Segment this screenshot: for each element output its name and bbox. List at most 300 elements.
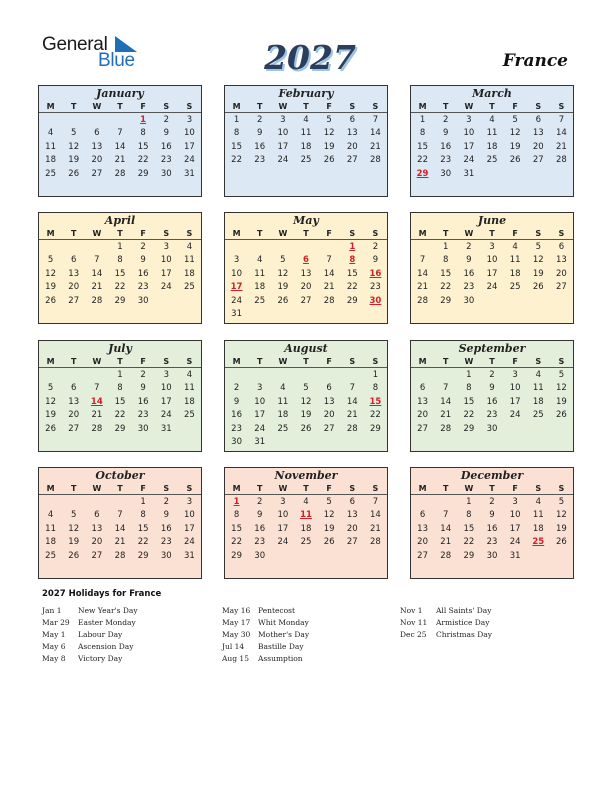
day-cell: 13	[91, 141, 103, 152]
day-cell: 4	[535, 369, 541, 380]
day-cell: 26	[323, 537, 335, 548]
empty-day-cell	[39, 495, 62, 509]
empty-day-cell	[248, 308, 271, 322]
day-cell: 1	[233, 114, 240, 125]
day-cell: 13	[68, 268, 80, 279]
empty-day-cell	[527, 167, 550, 181]
weekday-header: W	[85, 101, 108, 113]
empty-day-cell	[271, 240, 294, 254]
day-cell: 27	[68, 423, 80, 434]
empty-day-cell	[271, 549, 294, 563]
weekday-header: S	[341, 483, 364, 495]
month-title: May	[293, 214, 319, 227]
day-cell: 2	[140, 241, 146, 252]
day-cell: 7	[349, 383, 355, 394]
day-cell: 23	[137, 410, 149, 421]
weekday-header: M	[411, 356, 434, 368]
day-cell: 22	[417, 155, 428, 166]
weekday-header: T	[248, 483, 271, 495]
empty-day-cell	[411, 240, 434, 254]
empty-day-cell	[341, 436, 364, 450]
weekday-header: M	[411, 483, 434, 495]
day-cell: 20	[323, 410, 335, 421]
empty-day-cell	[318, 549, 341, 563]
day-cell: 30	[440, 168, 452, 179]
day-cell: 7	[419, 255, 426, 266]
day-cell: 4	[303, 114, 309, 125]
month-title: March	[472, 87, 512, 100]
day-cell: 20	[417, 537, 428, 548]
day-cell: 10	[463, 128, 475, 139]
holiday-row	[42, 653, 212, 665]
weekday-header: T	[62, 228, 85, 240]
month-april	[38, 212, 202, 324]
day-cell: 5	[280, 255, 286, 266]
empty-day-cell	[85, 495, 108, 509]
day-cell: 3	[257, 383, 263, 394]
day-cell: 30	[463, 295, 475, 306]
day-cell: 1	[117, 241, 123, 252]
day-cell: 12	[532, 255, 544, 266]
weekday-header: F	[132, 101, 155, 113]
day-cell: 26	[300, 423, 312, 434]
day-cell: 4	[303, 496, 309, 507]
day-cell: 18	[509, 268, 521, 279]
month-september	[410, 340, 574, 452]
day-cell: 7	[117, 128, 123, 139]
holiday-date: Jul 14	[222, 642, 245, 651]
day-cell: 19	[556, 396, 567, 407]
empty-day-cell	[39, 368, 62, 382]
day-cell: 16	[231, 410, 242, 421]
day-cell: 3	[466, 114, 472, 125]
day-cell: 25	[277, 423, 289, 434]
day-cell: 18	[486, 141, 498, 152]
month-title: September	[458, 342, 526, 355]
day-cell: 11	[45, 523, 56, 534]
empty-day-cell	[271, 368, 294, 382]
day-cell: 11	[277, 396, 289, 407]
empty-day-cell	[271, 436, 294, 450]
weekday-header: S	[178, 483, 201, 495]
weekday-header: S	[527, 483, 550, 495]
empty-day-cell	[341, 308, 364, 322]
empty-day-cell	[550, 422, 573, 436]
day-cell: 8	[140, 128, 146, 139]
day-cell: 23	[160, 155, 172, 166]
empty-day-cell	[318, 436, 341, 450]
weekday-header: T	[108, 356, 131, 368]
day-cell: 21	[114, 537, 126, 548]
day-cell: 5	[326, 496, 332, 507]
day-cell: 2	[163, 114, 169, 125]
day-cell: 19	[532, 268, 544, 279]
day-cell: 11	[184, 255, 195, 266]
day-cell: 5	[326, 114, 332, 125]
day-cell: 22	[137, 537, 149, 548]
day-cell: 9	[233, 396, 240, 407]
day-cell: 15	[137, 141, 149, 152]
day-cell: 8	[443, 255, 449, 266]
day-cell: 28	[440, 550, 452, 561]
day-cell: 10	[231, 268, 242, 279]
holiday-day-cell: 8	[349, 255, 356, 266]
weekday-header: M	[225, 101, 248, 113]
empty-day-cell	[527, 549, 550, 563]
day-cell: 3	[233, 255, 240, 266]
holiday-row	[222, 617, 392, 629]
day-cell: 26	[323, 155, 335, 166]
day-cell: 3	[163, 369, 169, 380]
day-cell: 11	[184, 383, 195, 394]
day-cell: 31	[231, 309, 242, 320]
day-cell: 23	[254, 155, 266, 166]
empty-day-cell	[411, 368, 434, 382]
day-cell: 20	[532, 141, 544, 152]
day-cell: 23	[231, 423, 242, 434]
day-cell: 10	[160, 383, 172, 394]
empty-day-cell	[411, 495, 434, 509]
day-cell: 28	[440, 423, 452, 434]
day-cell: 9	[257, 510, 263, 521]
weekday-header: S	[364, 101, 387, 113]
day-cell: 19	[68, 155, 80, 166]
day-cell: 29	[137, 168, 149, 179]
month-may	[224, 212, 388, 324]
day-cell: 21	[346, 410, 358, 421]
day-cell: 11	[486, 128, 498, 139]
day-cell: 17	[184, 523, 195, 534]
day-cell: 20	[68, 282, 80, 293]
weekday-header: W	[271, 356, 294, 368]
holiday-row	[42, 617, 212, 629]
day-cell: 14	[417, 268, 428, 279]
weekday-header: M	[39, 483, 62, 495]
holiday-name: Christmas Day	[436, 630, 492, 639]
empty-day-cell	[550, 549, 573, 563]
day-cell: 27	[417, 423, 428, 434]
day-cell: 10	[277, 510, 289, 521]
holiday-day-cell: 16	[369, 268, 382, 279]
country-name: France	[502, 51, 568, 71]
empty-day-cell	[527, 294, 550, 308]
day-cell: 4	[47, 128, 54, 139]
day-cell: 14	[346, 396, 358, 407]
day-cell: 28	[556, 155, 567, 166]
day-cell: 23	[463, 282, 475, 293]
weekday-header: W	[457, 101, 480, 113]
holiday-row	[42, 629, 212, 641]
day-cell: 19	[45, 282, 56, 293]
day-cell: 6	[71, 255, 77, 266]
day-cell: 31	[184, 550, 195, 561]
logo-text-blue: Blue	[98, 50, 135, 71]
weekday-header: F	[132, 228, 155, 240]
day-cell: 22	[370, 410, 381, 421]
day-cell: 2	[489, 496, 495, 507]
day-cell: 11	[254, 268, 266, 279]
day-cell: 17	[486, 268, 498, 279]
weekday-header: M	[39, 356, 62, 368]
month-title: October	[95, 469, 145, 482]
day-cell: 10	[509, 383, 521, 394]
day-cell: 8	[419, 128, 426, 139]
day-cell: 16	[137, 396, 149, 407]
day-cell: 19	[277, 282, 289, 293]
day-cell: 28	[370, 155, 381, 166]
day-cell: 18	[254, 282, 266, 293]
day-cell: 26	[556, 410, 567, 421]
weekday-header: T	[294, 356, 317, 368]
day-cell: 24	[254, 423, 266, 434]
day-cell: 22	[231, 537, 242, 548]
empty-day-cell	[318, 308, 341, 322]
weekday-header: T	[62, 101, 85, 113]
weekday-header: T	[248, 228, 271, 240]
day-cell: 25	[45, 550, 56, 561]
empty-day-cell	[504, 167, 527, 181]
day-cell: 30	[254, 550, 266, 561]
holiday-day-cell: 11	[300, 510, 312, 521]
day-cell: 13	[346, 510, 358, 521]
day-cell: 29	[463, 550, 475, 561]
day-cell: 20	[300, 282, 312, 293]
empty-day-cell	[85, 113, 108, 127]
day-cell: 16	[254, 141, 266, 152]
day-cell: 14	[114, 523, 126, 534]
day-cell: 6	[326, 383, 332, 394]
day-cell: 1	[443, 241, 449, 252]
day-cell: 4	[186, 241, 193, 252]
day-cell: 9	[163, 128, 169, 139]
day-cell: 21	[91, 410, 103, 421]
empty-day-cell	[62, 113, 85, 127]
day-cell: 30	[231, 437, 242, 448]
day-cell: 4	[186, 369, 193, 380]
day-cell: 3	[280, 114, 286, 125]
holiday-list	[42, 589, 582, 663]
holiday-date: Nov 1	[400, 606, 423, 615]
holiday-row	[400, 629, 570, 641]
day-cell: 21	[91, 282, 103, 293]
weekday-header: F	[504, 483, 527, 495]
day-cell: 25	[184, 282, 195, 293]
holiday-name: All Saints' Day	[436, 606, 492, 615]
holiday-row	[222, 653, 392, 665]
day-cell: 29	[114, 423, 126, 434]
weekday-header: T	[294, 228, 317, 240]
empty-day-cell	[550, 294, 573, 308]
weekday-header: S	[550, 356, 573, 368]
holiday-date: May 30	[222, 630, 251, 639]
day-cell: 7	[372, 496, 379, 507]
day-cell: 17	[254, 410, 266, 421]
day-cell: 15	[137, 523, 149, 534]
holiday-day-cell: 15	[369, 396, 382, 407]
weekday-header: F	[504, 101, 527, 113]
day-cell: 31	[509, 550, 521, 561]
weekday-header: T	[434, 356, 457, 368]
day-cell: 27	[556, 282, 567, 293]
day-cell: 16	[486, 396, 498, 407]
day-cell: 24	[509, 410, 521, 421]
holiday-name: Mother's Day	[258, 630, 310, 639]
day-cell: 2	[466, 241, 472, 252]
empty-day-cell	[62, 495, 85, 509]
day-cell: 5	[47, 383, 54, 394]
day-cell: 22	[137, 155, 149, 166]
empty-day-cell	[155, 294, 178, 308]
holiday-day-cell: 14	[90, 396, 103, 407]
day-cell: 23	[486, 410, 498, 421]
holiday-name: New Year's Day	[78, 606, 138, 615]
day-cell: 22	[463, 537, 475, 548]
day-cell: 7	[443, 383, 449, 394]
holiday-row	[222, 629, 392, 641]
day-cell: 20	[91, 155, 103, 166]
holiday-list-title: 2027 Holidays for France	[42, 589, 162, 599]
day-cell: 5	[512, 114, 518, 125]
weekday-header: S	[178, 228, 201, 240]
day-cell: 9	[257, 128, 263, 139]
day-cell: 7	[94, 255, 100, 266]
day-cell: 8	[140, 510, 146, 521]
day-cell: 3	[163, 241, 169, 252]
day-cell: 19	[323, 523, 335, 534]
empty-day-cell	[504, 294, 527, 308]
day-cell: 22	[463, 410, 475, 421]
month-december	[410, 467, 574, 579]
weekday-header: S	[178, 356, 201, 368]
empty-day-cell	[550, 167, 573, 181]
holiday-date: May 17	[222, 618, 251, 627]
day-cell: 28	[114, 168, 126, 179]
weekday-header: T	[294, 483, 317, 495]
day-cell: 16	[254, 523, 266, 534]
empty-day-cell	[294, 549, 317, 563]
day-cell: 24	[160, 282, 172, 293]
day-cell: 19	[556, 523, 567, 534]
day-cell: 7	[372, 114, 379, 125]
weekday-header: T	[294, 101, 317, 113]
holiday-day-cell: 25	[532, 537, 545, 548]
day-cell: 6	[71, 383, 77, 394]
weekday-header: S	[155, 228, 178, 240]
day-cell: 8	[466, 510, 472, 521]
day-cell: 10	[486, 255, 498, 266]
day-cell: 13	[532, 128, 544, 139]
empty-day-cell	[434, 368, 457, 382]
day-cell: 26	[532, 282, 544, 293]
day-cell: 18	[532, 396, 544, 407]
holiday-date: May 6	[42, 642, 66, 651]
day-cell: 6	[94, 510, 100, 521]
day-cell: 15	[114, 396, 126, 407]
day-cell: 24	[231, 295, 242, 306]
day-cell: 13	[91, 523, 103, 534]
day-cell: 21	[440, 537, 452, 548]
day-cell: 13	[346, 128, 358, 139]
weekday-header: M	[39, 101, 62, 113]
weekday-header: M	[225, 228, 248, 240]
empty-day-cell	[341, 549, 364, 563]
weekday-header: S	[155, 356, 178, 368]
day-cell: 5	[303, 383, 309, 394]
holiday-date: May 1	[42, 630, 66, 639]
day-cell: 12	[556, 510, 567, 521]
day-cell: 20	[417, 410, 428, 421]
holiday-date: Mar 29	[42, 618, 70, 627]
empty-day-cell	[527, 422, 550, 436]
calendar-year: 2027	[264, 38, 356, 77]
weekday-header: S	[527, 101, 550, 113]
day-cell: 13	[68, 396, 80, 407]
day-cell: 27	[68, 295, 80, 306]
day-cell: 14	[114, 141, 126, 152]
day-cell: 18	[300, 523, 312, 534]
day-cell: 16	[486, 523, 498, 534]
day-cell: 14	[370, 510, 381, 521]
day-cell: 12	[509, 128, 521, 139]
day-cell: 31	[254, 437, 266, 448]
day-cell: 18	[184, 268, 195, 279]
month-title: June	[477, 214, 507, 227]
day-cell: 4	[257, 255, 263, 266]
month-february	[224, 85, 388, 197]
holiday-date: Nov 11	[400, 618, 428, 627]
month-title: February	[278, 87, 334, 100]
empty-day-cell	[108, 495, 131, 509]
day-cell: 15	[417, 141, 428, 152]
month-november	[224, 467, 388, 579]
day-cell: 8	[117, 255, 123, 266]
day-cell: 7	[326, 255, 332, 266]
day-cell: 25	[532, 410, 544, 421]
day-cell: 17	[277, 523, 289, 534]
day-cell: 22	[346, 282, 358, 293]
holiday-name: Armistice Day	[436, 618, 490, 627]
day-cell: 30	[486, 550, 498, 561]
holiday-date: May 8	[42, 654, 66, 663]
day-cell: 25	[486, 155, 498, 166]
day-cell: 26	[45, 423, 56, 434]
weekday-header: S	[550, 228, 573, 240]
day-cell: 17	[277, 141, 289, 152]
month-june	[410, 212, 574, 324]
day-cell: 5	[535, 241, 541, 252]
weekday-header: M	[225, 356, 248, 368]
day-cell: 26	[277, 295, 289, 306]
day-cell: 20	[346, 141, 358, 152]
day-cell: 14	[440, 523, 452, 534]
day-cell: 5	[47, 255, 54, 266]
day-cell: 1	[466, 369, 472, 380]
day-cell: 25	[509, 282, 521, 293]
empty-day-cell	[85, 368, 108, 382]
day-cell: 6	[419, 510, 426, 521]
holiday-column	[222, 605, 392, 665]
day-cell: 9	[489, 383, 495, 394]
day-cell: 19	[45, 410, 56, 421]
holiday-day-cell: 1	[349, 241, 356, 252]
day-cell: 15	[440, 268, 452, 279]
day-cell: 22	[231, 155, 242, 166]
empty-day-cell	[480, 167, 503, 181]
month-title: November	[274, 469, 338, 482]
day-cell: 29	[370, 423, 381, 434]
day-cell: 2	[372, 241, 379, 252]
weekday-header: M	[225, 483, 248, 495]
